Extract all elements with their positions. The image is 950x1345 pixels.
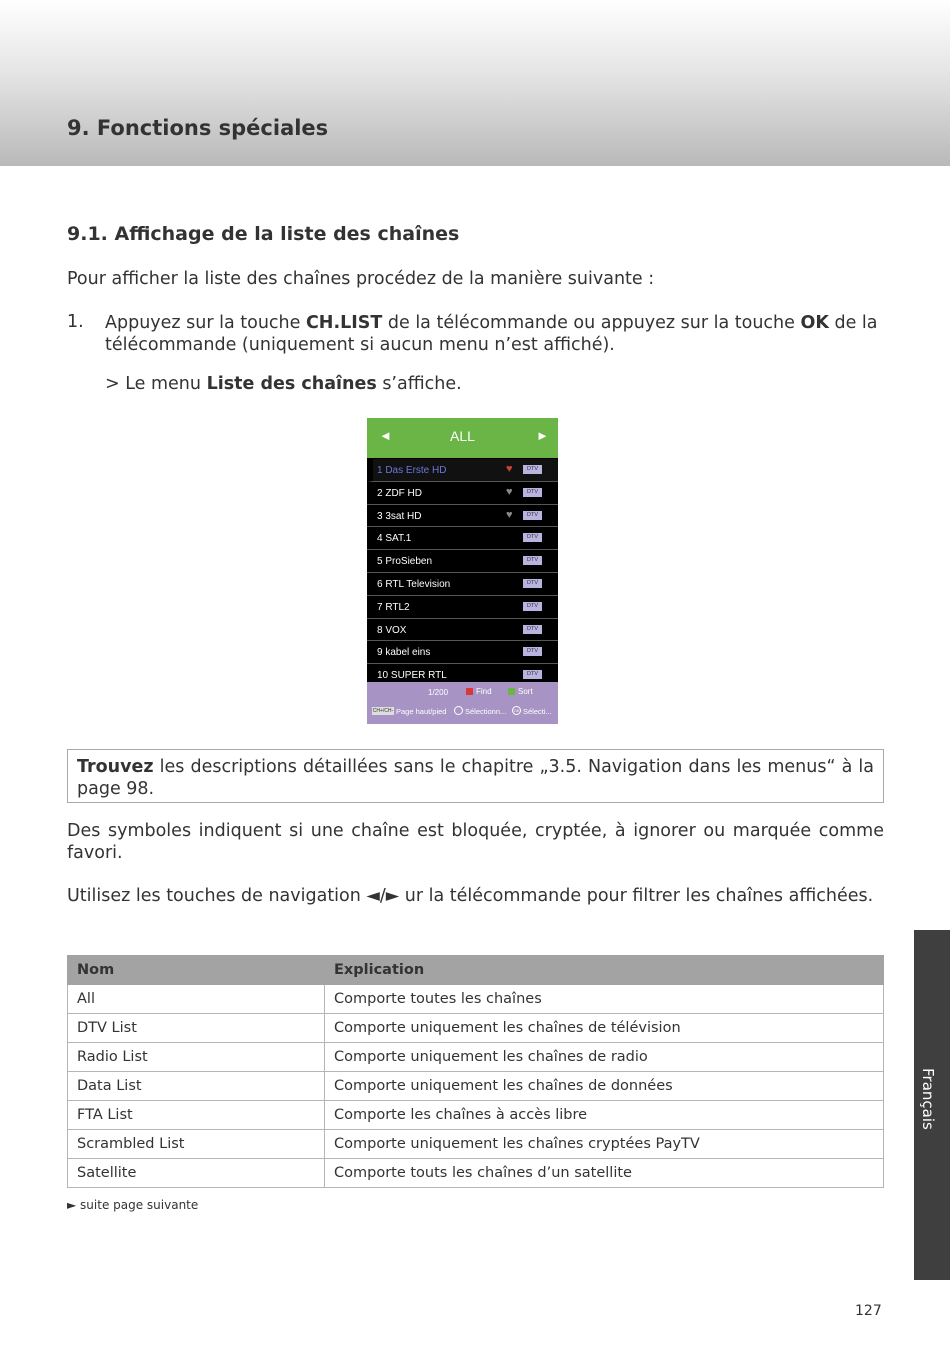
menu-name: Liste des chaînes (206, 374, 377, 394)
intro-paragraph: Pour afficher la liste des chaînes procédez de la manière suivante : (67, 269, 655, 289)
step-text-part: Appuyez sur la touche (105, 313, 306, 333)
dtv-badge: DTV (523, 602, 542, 611)
note-box (67, 749, 884, 803)
cell-explanation: Comporte toutes les chaînes (325, 985, 884, 1014)
channel-row (367, 619, 558, 642)
step-number: 1. (67, 312, 84, 332)
green-key-icon (508, 688, 515, 695)
result-text-part: s’affiche. (376, 374, 462, 394)
channel-name: 7 RTL2 (377, 601, 410, 613)
left-arrow-icon: ◄ (379, 428, 392, 443)
dtv-badge: DTV (523, 625, 542, 634)
sort-label: Sort (518, 687, 533, 696)
heart-icon: ♥ (506, 508, 513, 521)
channel-row (367, 641, 558, 664)
note-bold: Trouvez (77, 757, 154, 777)
table-row (68, 1072, 884, 1101)
dtv-badge: DTV (523, 511, 542, 520)
right-arrow-icon: ► (536, 428, 549, 443)
table-row (68, 1101, 884, 1130)
step-text-part: de la télécommande (uniquement si aucun menu n’est affiché). (105, 313, 878, 355)
page-header (0, 0, 950, 166)
cell-explanation: Comporte les chaînes à accès libre (325, 1101, 884, 1130)
channel-row (367, 596, 558, 619)
channel-rows (367, 459, 558, 687)
channel-row (367, 482, 558, 505)
dtv-badge: DTV (523, 488, 542, 497)
channel-list-header (367, 418, 558, 458)
channel-list-screen (367, 418, 558, 724)
table-row (68, 1043, 884, 1072)
select-label-2: Sélecti... (523, 707, 552, 716)
channel-row (367, 459, 558, 482)
section-title: 9.1. Affichage de la liste des chaînes (67, 223, 460, 245)
cell-explanation: Comporte uniquement les chaînes cryptées PayTV (325, 1130, 884, 1159)
channel-row (367, 505, 558, 528)
language-label: Français (919, 1068, 937, 1130)
result-text-part: > Le menu (105, 374, 207, 394)
channel-name: 6 RTL Television (377, 578, 451, 590)
cell-explanation: Comporte touts les chaînes d’un satellite (325, 1159, 884, 1188)
select-label: Sélectionn... (465, 707, 507, 716)
cell-name: Data List (68, 1072, 325, 1101)
channel-row (367, 573, 558, 596)
dtv-badge: DTV (523, 579, 542, 588)
page-number: 127 (855, 1303, 882, 1319)
navigation-paragraph: Utilisez les touches de navigation ◄/► ur la télécommande pour filtrer les chaînes affichées. (67, 886, 874, 906)
channel-list-title: ALL (450, 428, 475, 444)
dtv-badge: DTV (523, 647, 542, 656)
cell-name: Radio List (68, 1043, 325, 1072)
ok-key-icon: OK (513, 708, 520, 713)
channel-name: 8 VOX (377, 624, 407, 636)
header-explication: Explication (325, 956, 884, 985)
dtv-badge: DTV (523, 465, 542, 474)
ch-key-icon: CH+/CH- (372, 708, 394, 714)
channel-name: 10 SUPER RTL (377, 670, 447, 682)
step-text-part: de la télécommande ou appuyez sur la touche (382, 313, 801, 333)
channel-name: 4 SAT.1 (377, 533, 412, 545)
step-text (105, 312, 885, 356)
list-table (67, 955, 884, 1188)
key-ok: OK (800, 313, 829, 333)
channel-list-footer (367, 682, 558, 724)
cell-explanation: Comporte uniquement les chaînes de radio (325, 1043, 884, 1072)
key-chlist: CH.LIST (305, 313, 383, 333)
heart-icon: ♥ (506, 485, 513, 498)
channel-name: 9 kabel eins (377, 647, 431, 659)
table-row (68, 1014, 884, 1043)
heart-icon: ♥ (506, 463, 513, 475)
dtv-badge: DTV (523, 533, 542, 542)
table-row (68, 1130, 884, 1159)
cell-explanation: Comporte uniquement les chaînes de données (325, 1072, 884, 1101)
dtv-badge: DTV (523, 556, 542, 565)
cell-name: Scrambled List (68, 1130, 325, 1159)
page-label: Page haut/pied (396, 707, 447, 716)
cell-name: FTA List (68, 1101, 325, 1130)
channel-count: 1/200 (428, 688, 449, 697)
note-text: les descriptions détaillées sans le chapitre „3.5. Navigation dans les menus“ à la page 98. (77, 757, 874, 799)
cell-name: DTV List (68, 1014, 325, 1043)
channel-name: 2 ZDF HD (377, 487, 422, 499)
channel-name: 5 ProSieben (377, 556, 433, 568)
symbols-paragraph: Des symboles indiquent si une chaîne est bloquée, cryptée, à ignorer ou marquée comme favori. (67, 821, 884, 863)
dtv-badge: DTV (523, 670, 542, 679)
chapter-title: 9. Fonctions spéciales (67, 116, 329, 140)
channel-name: 3 3sat HD (377, 510, 422, 522)
channel-row (367, 527, 558, 550)
channel-row (367, 550, 558, 573)
table-header-row (68, 956, 884, 985)
red-key-icon (466, 688, 473, 695)
continued-note: ► suite page suivante (67, 1198, 199, 1212)
channel-name: 1 Das Erste HD (377, 465, 447, 476)
cell-explanation: Comporte uniquement les chaînes de télévision (325, 1014, 884, 1043)
find-label: Find (476, 687, 492, 696)
language-tab (914, 930, 950, 1280)
cell-name: All (68, 985, 325, 1014)
table-row (68, 985, 884, 1014)
header-nom: Nom (68, 956, 325, 985)
navigation-ring-icon (454, 706, 463, 715)
table-row (68, 1159, 884, 1188)
cell-name: Satellite (68, 1159, 325, 1188)
step-result (105, 374, 462, 394)
